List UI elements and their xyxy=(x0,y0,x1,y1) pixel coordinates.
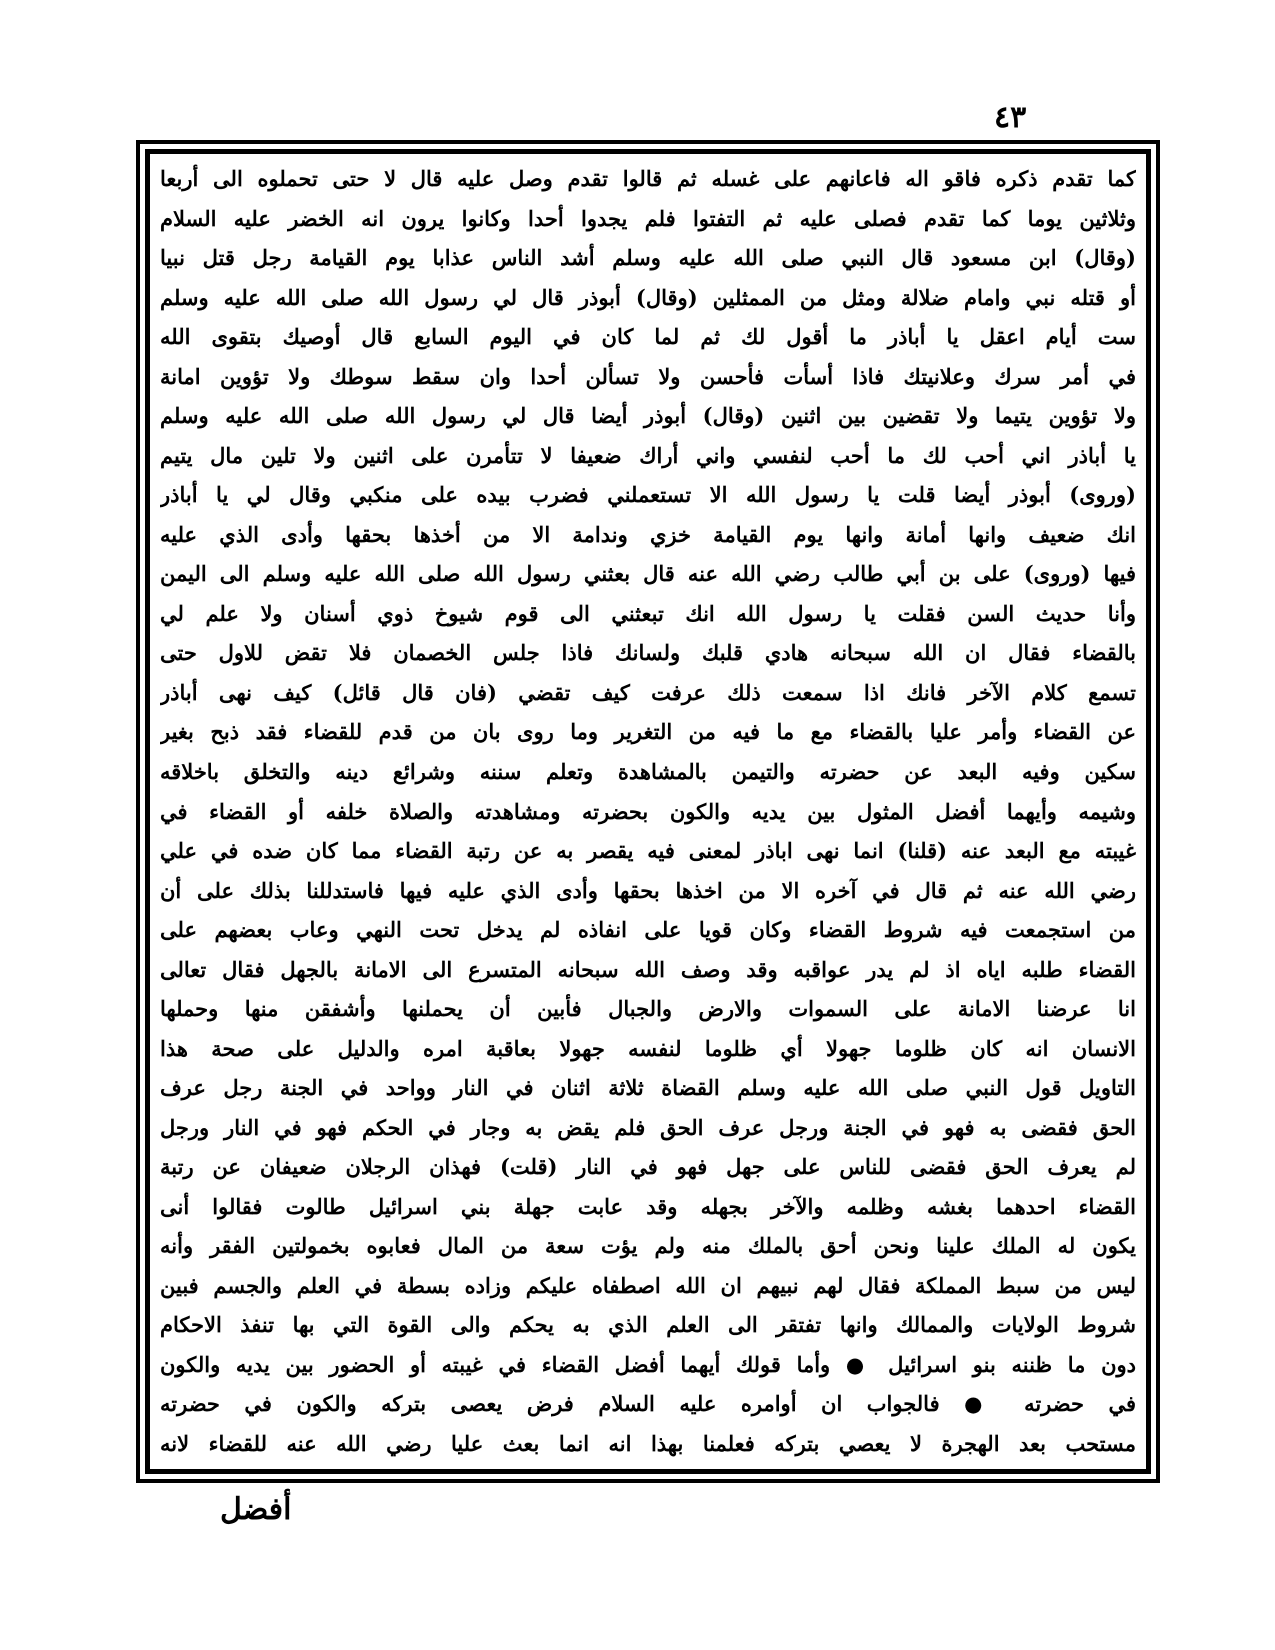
text-line: الحق فقضى به فهو في الجنة ورجل عرف الحق فلم يقض به وجار في الحكم فهو في النار ورجل xyxy=(160,1114,1136,1140)
text-line: القضاء احدهما بغشه وظلمه والآخر بجهله وقد عابت جهلة بني اسرائيل طالوت فقالوا أنى xyxy=(160,1193,1136,1219)
text-line: يا أباذر اني أحب لك ما أحب لنفسي واني أراك ضعيفا لا تتأمرن على اثنين ولا تلين مال يتيم xyxy=(160,442,1136,468)
text-line: عن القضاء وأمر عليا بالقضاء مع ما فيه من التغرير وما روى بان من قدم للقضاء فقد ذبح بغير xyxy=(160,719,1136,745)
page-frame-inner xyxy=(145,149,1151,1474)
text-line: ولا تؤوين يتيما ولا تقضين بين اثنين (وقال) أبوذر أيضا قال لي رسول الله صلى الله عليه وسلم xyxy=(160,403,1136,429)
catchword: أفضل xyxy=(220,1492,292,1527)
text-line: التاويل قول النبي صلى الله عليه وسلم القضاة ثلاثة اثنان في النار وواحد في الجنة رجل عرف xyxy=(160,1075,1136,1101)
text-line: (وروى) أبوذر أيضا قلت يا رسول الله الا تستعملني فضرب بيده على منكبي وقال لي يا أباذر xyxy=(160,482,1136,508)
text-line: شروط الولايات والممالك وانها تفتقر الى العلم الذي به يحكم والى القوة التي بها تنفذ الاحكام xyxy=(160,1312,1136,1338)
text-line: وشيمه وأيهما أفضل المثول بين يديه والكون بحضرته ومشاهدته والصلاة خلفه أو القضاء في xyxy=(160,798,1136,824)
text-line: رضي الله عنه ثم قال في آخره الا من اخذها بحقها وأدى الذي عليه فيها فاستدللنا بذلك على أن xyxy=(160,877,1136,903)
text-line: القضاء طلبه اياه اذ لم يدر عواقبه وقد وصف الله سبحانه المتسرع الى الامانة بالجهل فقال تعالى xyxy=(160,956,1136,982)
text-line: انك ضعيف وانها أمانة وانها يوم القيامة خزي وندامة الا من أخذها بحقها وأدى الذي عليه xyxy=(160,521,1136,547)
text-line: دون ما ظننه بنو اسرائيل ● وأما قولك أيهما أفضل القضاء في غيبته أو الحضور بين يديه والكون xyxy=(160,1351,1136,1377)
text-line: فيها (وروى) على بن أبي طالب رضي الله عنه قال بعثني رسول الله صلى الله عليه وسلم الى اليمن xyxy=(160,561,1136,587)
text-line: في أمر سرك وعلانيتك فاذا أسأت فأحسن ولا تسألن أحدا وان سقط سوطك ولا تؤوين امانة xyxy=(160,363,1136,389)
text-line: وأنا حديث السن فقلت يا رسول الله انك تبعثني الى قوم شيوخ ذوي أسنان ولا علم لي xyxy=(160,600,1136,626)
text-line: من استجمعت فيه شروط القضاء وكان قويا على انفاذه لم يدخل تحت النهي وعاب بعضهم على xyxy=(160,917,1136,943)
text-line: ست أيام اعقل يا أباذر ما أقول لك ثم لما كان في اليوم السابع قال أوصيك بتقوى الله xyxy=(160,324,1136,350)
text-line: كما تقدم ذكره فاقو اله فاعانهم على غسله ثم قالوا تقدم وصل عليه قال لا حتى تحملوه الى أربعا xyxy=(160,166,1136,191)
text-line: انا عرضنا الامانة على السموات والارض والجبال فأبين أن يحملنها وأشفقن منها وحملها xyxy=(160,996,1136,1022)
text-line: ليس من سبط المملكة فقال لهم نبيهم ان الله اصطفاه عليكم وزاده بسطة في العلم والجسم فبين xyxy=(160,1272,1136,1298)
text-line: يكون له الملك علينا ونحن أحق بالملك منه ولم يؤت سعة من المال فعابوه بخمولتين الفقر وأنه xyxy=(160,1233,1136,1259)
text-line: تسمع كلام الآخر فانك اذا سمعت ذلك عرفت كيف تقضي (فان قال قائل) كيف نهى أباذر xyxy=(160,679,1136,705)
text-line: الانسان انه كان ظلوما جهولا أي ظلوما لنفسه جهولا بعاقبة امره والدليل على صحة هذا xyxy=(160,1035,1136,1061)
page-number: ٤٣ xyxy=(994,100,1027,135)
text-line: غيبته مع البعد عنه (قلنا) انما نهى اباذر لمعنى فيه يقصر به عن رتبة القضاء مما كان ضده في علي xyxy=(160,838,1136,864)
text-line: (وقال) ابن مسعود قال النبي صلى الله عليه وسلم أشد الناس عذابا يوم القيامة رجل قتل نبيا xyxy=(160,245,1136,271)
text-body xyxy=(160,162,1136,1461)
text-line: في حضرته ● فالجواب ان أوامره عليه السلام فرض يعصى بتركه والكون في حضرته xyxy=(160,1391,1136,1417)
page-frame xyxy=(136,140,1160,1483)
text-line: لم يعرف الحق فقضى للناس على جهل فهو في النار (قلت) فهذان الرجلان ضعيفان عن رتبة xyxy=(160,1154,1136,1180)
text-line: مستحب بعد الهجرة لا يعصي بتركه فعلمنا بهذا انه انما بعث عليا رضي الله عنه للقضاء لانه xyxy=(160,1431,1136,1456)
text-line: سكين وفيه البعد عن حضرته والتيمن بالمشاهدة وتعلم سننه وشرائع دينه والتخلق باخلاقه xyxy=(160,758,1136,784)
text-line: بالقضاء فقال ان الله سبحانه هادي قلبك ولسانك فاذا جلس الخصمان فلا تقض للاول حتى xyxy=(160,640,1136,666)
text-line: أو قتله نبي وامام ضلالة ومثل من الممثلين (وقال) أبوذر قال لي رسول الله صلى الله عليه وسلم xyxy=(160,284,1136,310)
text-line: وثلاثين يوما كما تقدم فصلى عليه ثم التفتوا فلم يجدوا أحدا وكانوا يرون انه الخضر عليه السلام xyxy=(160,205,1136,231)
